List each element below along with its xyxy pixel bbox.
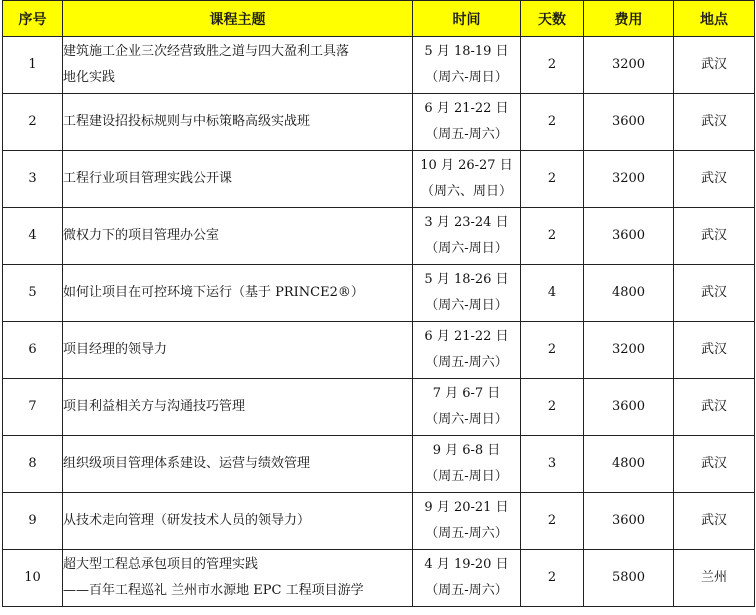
course-weekday: （周五-周日） (425, 469, 508, 484)
course-topic-line: 工程建设招投标规则与中标策略高级实战班 (63, 114, 311, 129)
row-number: 5 (3, 265, 63, 322)
table-row (3, 37, 755, 94)
course-topic-line: 项目经理的领导力 (63, 342, 168, 357)
course-weekday: （周六-周日） (425, 241, 508, 256)
row-number: 7 (3, 379, 63, 436)
course-location: 兰州 (674, 550, 755, 607)
course-date: 3 月 23-24 日 (424, 215, 509, 230)
course-days: 2 (521, 493, 584, 550)
row-number: 8 (3, 436, 63, 493)
table-row (3, 493, 755, 550)
course-date: 6 月 21-22 日 (424, 329, 509, 344)
header-days: 天数 (521, 1, 584, 37)
course-days: 2 (521, 37, 584, 94)
course-topic-line: 项目利益相关方与沟通技巧管理 (63, 399, 246, 414)
row-number: 9 (3, 493, 63, 550)
course-topic (63, 37, 413, 94)
course-location: 武汉 (674, 94, 755, 151)
course-topic (63, 436, 413, 493)
course-weekday: （周六-周日） (425, 70, 508, 85)
course-topic-line: 工程行业项目管理实践公开课 (63, 171, 233, 186)
course-location: 武汉 (674, 322, 755, 379)
header-time: 时间 (413, 1, 521, 37)
course-time (413, 94, 521, 151)
course-date: 9 月 20-21 日 (424, 500, 509, 515)
course-fee: 3200 (584, 37, 674, 94)
course-topic (63, 550, 413, 607)
row-number: 10 (3, 550, 63, 607)
course-time (413, 493, 521, 550)
course-date: 6 月 21-22 日 (424, 101, 509, 116)
course-topic-line: 组织级项目管理体系建设、运营与绩效管理 (63, 456, 311, 471)
course-location: 武汉 (674, 379, 755, 436)
table-row (3, 550, 755, 607)
course-days: 4 (521, 265, 584, 322)
header-topic: 课程主题 (63, 1, 413, 37)
course-topic (63, 151, 413, 208)
course-fee: 3600 (584, 94, 674, 151)
course-topic-line: 建筑施工企业三次经营致胜之道与四大盈利工具落 (63, 44, 350, 59)
course-location: 武汉 (674, 37, 755, 94)
course-topic (63, 379, 413, 436)
course-weekday: （周五-周六） (425, 355, 508, 370)
course-fee: 5800 (584, 550, 674, 607)
row-number: 1 (3, 37, 63, 94)
table-row (3, 151, 755, 208)
course-fee: 3600 (584, 208, 674, 265)
header-location: 地点 (674, 1, 755, 37)
course-fee: 4800 (584, 265, 674, 322)
table-row (3, 322, 755, 379)
course-weekday: （周六、周日） (420, 184, 512, 199)
course-time (413, 151, 521, 208)
header-row (3, 1, 755, 37)
course-days: 2 (521, 322, 584, 379)
course-location: 武汉 (674, 151, 755, 208)
course-location: 武汉 (674, 265, 755, 322)
header-fee: 费用 (584, 1, 674, 37)
table-row (3, 379, 755, 436)
course-days: 2 (521, 151, 584, 208)
course-date: 9 月 6-8 日 (432, 443, 501, 458)
course-topic (63, 265, 413, 322)
row-number: 3 (3, 151, 63, 208)
course-days: 2 (521, 379, 584, 436)
row-number: 6 (3, 322, 63, 379)
table-row (3, 265, 755, 322)
course-topic (63, 208, 413, 265)
course-time (413, 379, 521, 436)
row-number: 4 (3, 208, 63, 265)
course-date: 10 月 26-27 日 (420, 158, 513, 173)
course-time (413, 265, 521, 322)
course-weekday: （周五-周六） (425, 583, 508, 598)
course-schedule-table (2, 0, 755, 607)
course-weekday: （周五-周六） (425, 127, 508, 142)
course-fee: 4800 (584, 436, 674, 493)
course-days: 2 (521, 550, 584, 607)
course-date: 5 月 18-19 日 (424, 44, 509, 59)
course-location: 武汉 (674, 208, 755, 265)
course-weekday: （周六-周日） (425, 412, 508, 427)
course-topic (63, 94, 413, 151)
course-topic-line: 从技术走向管理（研发技术人员的领导力） (63, 513, 311, 528)
course-time (413, 37, 521, 94)
course-weekday: （周六-周日） (425, 298, 508, 313)
course-topic-line: 如何让项目在可控环境下运行（基于 PRINCE2®） (63, 285, 364, 300)
course-topic (63, 493, 413, 550)
course-time (413, 322, 521, 379)
course-time (413, 208, 521, 265)
course-days: 2 (521, 94, 584, 151)
course-days: 2 (521, 208, 584, 265)
course-topic-line: 地化实践 (63, 70, 116, 85)
course-fee: 3200 (584, 322, 674, 379)
course-topic-line: 超大型工程总承包项目的管理实践 (63, 557, 259, 572)
course-date: 4 月 19-20 日 (424, 557, 509, 572)
course-topic (63, 322, 413, 379)
table-body (3, 37, 755, 607)
course-fee: 3600 (584, 379, 674, 436)
course-days: 3 (521, 436, 584, 493)
course-fee: 3200 (584, 151, 674, 208)
course-topic-line: 微权力下的项目管理办公室 (63, 228, 220, 243)
table-row (3, 94, 755, 151)
course-fee: 3600 (584, 493, 674, 550)
table-row (3, 436, 755, 493)
course-date: 7 月 6-7 日 (432, 386, 501, 401)
course-time (413, 550, 521, 607)
course-location: 武汉 (674, 493, 755, 550)
course-weekday: （周五-周六） (425, 526, 508, 541)
course-date: 5 月 18-26 日 (424, 272, 509, 287)
header-no: 序号 (3, 1, 63, 37)
course-location: 武汉 (674, 436, 755, 493)
table-row (3, 208, 755, 265)
course-topic-line: ——百年工程巡礼 兰州市水源地 EPC 工程项目游学 (63, 583, 364, 598)
row-number: 2 (3, 94, 63, 151)
course-time (413, 436, 521, 493)
